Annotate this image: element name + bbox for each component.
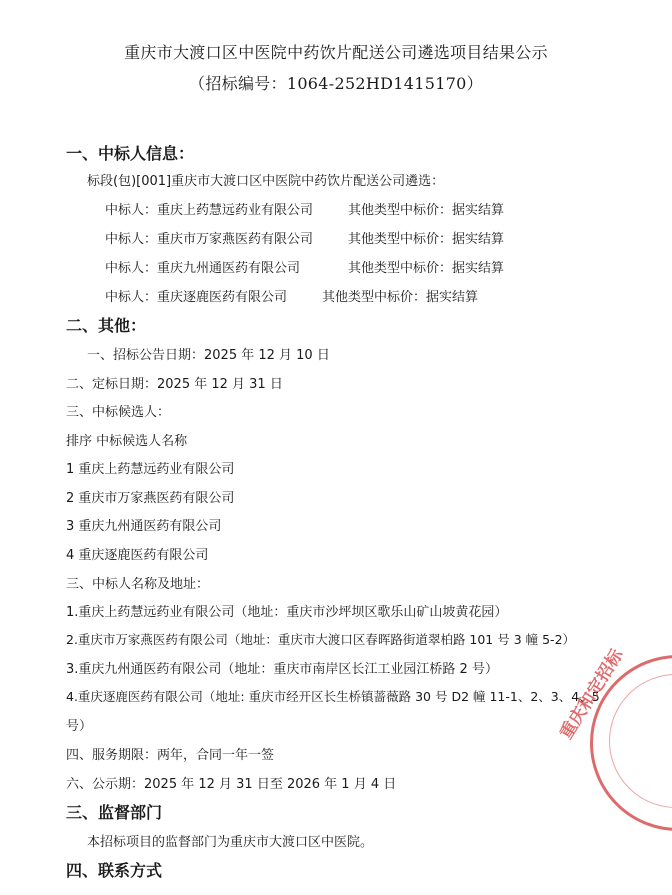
text-line: 2 重庆市万家燕医药有限公司 [66, 491, 235, 506]
winner-price: 其他类型中标价：据实结算 [348, 232, 505, 247]
winner-price: 其他类型中标价：据实结算 [348, 261, 505, 276]
seal-inner-ring [609, 674, 672, 808]
winner-name: 中标人：重庆市万家燕医药有限公司 [105, 232, 314, 247]
supervision-text: 本招标项目的监督部门为重庆市大渡口区中医院。 [87, 835, 374, 850]
text-line: 4.重庆逐鹿医药有限公司（地址: 重庆市经开区长生桥镇蔷薇路 30 号 D2 幢 11-1、2、3、4、5 [66, 689, 600, 704]
text-line: 三、中标人名称及地址： [66, 577, 210, 592]
text-line: 四、服务期限：两年，合同一年一签 [66, 748, 275, 763]
text-line: 3 重庆九州通医药有限公司 [66, 519, 222, 534]
text-line: 排序 中标候选人名称 [66, 434, 188, 449]
document-subtitle: （招标编号：1064-252HD1415170） [189, 74, 483, 93]
seal-text: 重庆和定招标 [556, 645, 628, 743]
text-line: 三、中标候选人： [66, 405, 171, 420]
text-line: 一、招标公告日期：2025 年 12 月 10 日 [87, 348, 330, 363]
winner-name: 中标人：重庆上药慧远药业有限公司 [105, 203, 314, 218]
winner-name: 中标人：重庆九州通医药有限公司 [105, 261, 301, 276]
text-line: 2.重庆市万家燕医药有限公司（地址：重庆市大渡口区春晖路街道翠柏路 101 号 3 幢 5-2） [66, 632, 576, 647]
section-heading-supervision: 三、监督部门 [66, 803, 163, 822]
text-line: 4 重庆逐鹿医药有限公司 [66, 548, 209, 563]
text-line: 1.重庆上药慧远药业有限公司（地址：重庆市沙坪坝区歌乐山矿山坡黄花园） [66, 605, 508, 620]
section-heading-contact: 四、联系方式 [66, 861, 163, 880]
document-title: 重庆市大渡口区中医院中药饮片配送公司遴选项目结果公示 [124, 43, 548, 62]
text-line: 二、定标日期：2025 年 12 月 31 日 [66, 377, 283, 392]
section-heading-other: 二、其他： [66, 316, 147, 335]
winner-price: 其他类型中标价：据实结算 [348, 203, 505, 218]
text-line: 六、公示期：2025 年 12 月 31 日至 2026 年 1 月 4 日 [66, 777, 397, 792]
official-seal [556, 645, 672, 831]
winner-name: 中标人：重庆逐鹿医药有限公司 [105, 290, 288, 305]
section-heading-winners: 一、中标人信息： [66, 144, 195, 163]
text-line: 3.重庆九州通医药有限公司（地址：重庆市南岸区长江工业园江桥路 2 号） [66, 662, 498, 677]
winner-price: 其他类型中标价：据实结算 [322, 290, 479, 305]
text-line: 1 重庆上药慧远药业有限公司 [66, 462, 235, 477]
text-line: 号） [66, 719, 93, 734]
lot-line: 标段(包)[001]重庆市大渡口区中医院中药饮片配送公司遴选： [87, 174, 445, 189]
